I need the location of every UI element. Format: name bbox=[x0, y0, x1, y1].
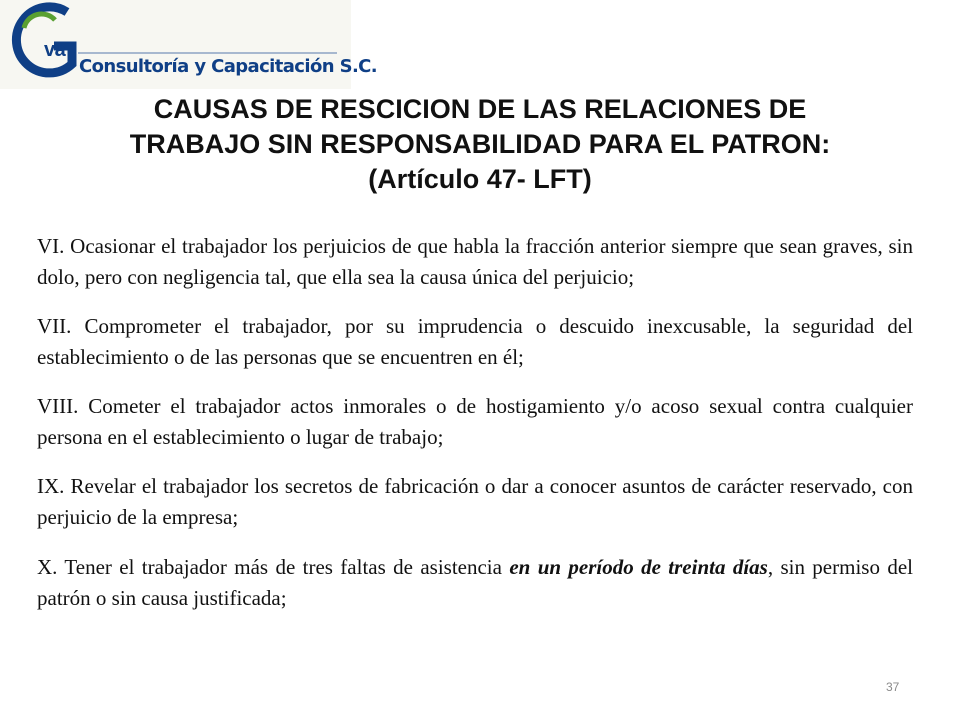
paragraph-ix: IX. Revelar el trabajador los secretos de fabricación o dar a conocer asuntos de carácter reservado, con perjuicio de la empresa; bbox=[37, 474, 913, 529]
paragraph-vi: VI. Ocasionar el trabajador los perjuicios de que habla la fracción anterior siempre que sean graves, sin dolo, pero con negligencia tal, que ella sea la causa única del perjuicio; bbox=[37, 234, 913, 289]
paragraph-vii: VII. Comprometer el trabajador, por su imprudencia o descuido inexcusable, la seguridad del establecimiento o de las personas que se encuentren en él; bbox=[37, 314, 913, 369]
paragraph-viii: VIII. Cometer el trabajador actos inmorales o de hostigamiento y/o acoso sexual contra cualquier persona en el establecimiento o lugar de trabajo; bbox=[37, 394, 913, 449]
slide-title bbox=[40, 92, 920, 197]
logo-mark-text: va bbox=[44, 39, 66, 61]
slide-body bbox=[37, 231, 913, 632]
paragraph-x-before: X. Tener el trabajador más de tres faltas de asistencia bbox=[37, 555, 510, 579]
logo-company-name: Consultoría y Capacitación S.C. bbox=[79, 56, 378, 77]
logo-underline bbox=[78, 52, 337, 54]
title-line-1: CAUSAS DE RESCICION DE LAS RELACIONES DE bbox=[153, 94, 807, 124]
title-line-3: (Artículo 47- LFT) bbox=[368, 164, 592, 194]
title-line-2: TRABAJO SIN RESPONSABILIDAD PARA EL PATRON: bbox=[129, 129, 831, 159]
paragraph-x bbox=[37, 552, 913, 614]
page-number: 37 bbox=[886, 680, 900, 694]
paragraph-x-emphasis: en un período de treinta días bbox=[509, 555, 768, 579]
paragraph-x-after: , sin permiso del patrón o sin causa justificada; bbox=[37, 555, 913, 610]
company-logo bbox=[0, 0, 378, 89]
